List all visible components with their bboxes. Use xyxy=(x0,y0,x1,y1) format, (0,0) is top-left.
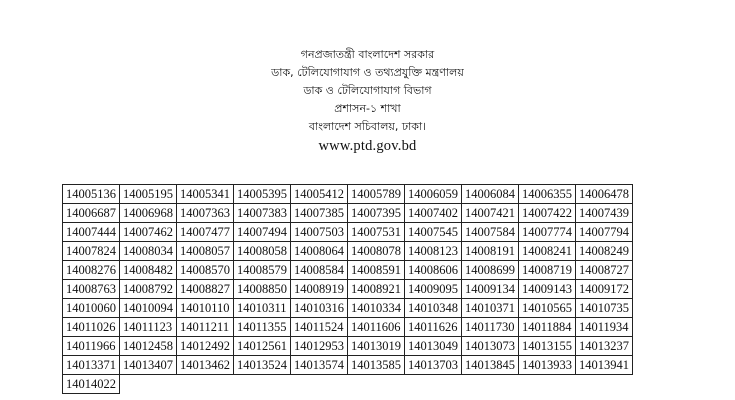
table-cell: 14008850 xyxy=(234,280,291,299)
table-cell: 14013019 xyxy=(348,337,405,356)
table-cell: 14010110 xyxy=(177,299,234,318)
table-cell: 14007503 xyxy=(291,223,348,242)
table-cell: 14010735 xyxy=(576,299,633,318)
table-row xyxy=(63,204,633,223)
table-cell: 14007383 xyxy=(234,204,291,223)
division-name: ডাক ও টেলিযোগাযাগ বিভাগ xyxy=(303,84,432,97)
table-cell: 14008249 xyxy=(576,242,633,261)
table-row xyxy=(63,299,633,318)
table-cell: 14011730 xyxy=(462,318,519,337)
table-cell: 14010316 xyxy=(291,299,348,318)
table-cell: 14008034 xyxy=(120,242,177,261)
id-number-table xyxy=(62,184,633,394)
table-cell: 14013462 xyxy=(177,356,234,375)
table-cell: 14013407 xyxy=(120,356,177,375)
table-cell: 14010311 xyxy=(234,299,291,318)
table-cell: 14008123 xyxy=(405,242,462,261)
table-cell: 14013585 xyxy=(348,356,405,375)
table-cell: 14011355 xyxy=(234,318,291,337)
table-cell: 14011934 xyxy=(576,318,633,337)
table-cell: 14005412 xyxy=(291,185,348,204)
table-cell: 14013371 xyxy=(63,356,120,375)
table-cell: 14007794 xyxy=(576,223,633,242)
table-cell: 14008919 xyxy=(291,280,348,299)
table-cell: 14007395 xyxy=(348,204,405,223)
ministry-name: ডাক, টেলিযোগাযাগ ও তথ্যপ্রযুক্তি মন্ত্রণালয় xyxy=(271,66,464,79)
table-row xyxy=(63,185,633,204)
table-cell: 14008584 xyxy=(291,261,348,280)
table-cell: 14010334 xyxy=(348,299,405,318)
table-cell: 14005789 xyxy=(348,185,405,204)
table-cell: 14008276 xyxy=(63,261,120,280)
table-cell: 14007421 xyxy=(462,204,519,223)
table-cell: 14008579 xyxy=(234,261,291,280)
table-cell: 14008921 xyxy=(348,280,405,299)
table-cell: 14012458 xyxy=(120,337,177,356)
table-cell: 14011123 xyxy=(120,318,177,337)
table-cell: 14009134 xyxy=(462,280,519,299)
table-cell: 14013049 xyxy=(405,337,462,356)
table-cell: 14008699 xyxy=(462,261,519,280)
table-cell: 14011966 xyxy=(63,337,120,356)
table-cell: 14005395 xyxy=(234,185,291,204)
table-cell: 14011211 xyxy=(177,318,234,337)
table-row xyxy=(63,223,633,242)
table-cell: 14012561 xyxy=(234,337,291,356)
table-cell: 14007439 xyxy=(576,204,633,223)
table-row xyxy=(63,242,633,261)
table-cell: 14013073 xyxy=(462,337,519,356)
table-cell: 14008058 xyxy=(234,242,291,261)
table-cell: 14010060 xyxy=(63,299,120,318)
table-cell: 14007363 xyxy=(177,204,234,223)
table-cell: 14009095 xyxy=(405,280,462,299)
table-cell: 14007494 xyxy=(234,223,291,242)
table-cell: 14006687 xyxy=(63,204,120,223)
table-cell: 14013155 xyxy=(519,337,576,356)
table-cell: 14006355 xyxy=(519,185,576,204)
office-address: বাংলাদেশ সচিবালয়, ঢাকা। xyxy=(308,120,427,133)
table-row xyxy=(63,356,633,375)
table-cell: 14013933 xyxy=(519,356,576,375)
branch-name: প্রশাসন-১ শাখা xyxy=(334,102,401,115)
table-cell: 14007444 xyxy=(63,223,120,242)
table-cell: 14008763 xyxy=(63,280,120,299)
table-cell: 14007385 xyxy=(291,204,348,223)
table-cell: 14007584 xyxy=(462,223,519,242)
table-cell: 14008827 xyxy=(177,280,234,299)
table-cell: 14008606 xyxy=(405,261,462,280)
table-cell: 14010565 xyxy=(519,299,576,318)
table-cell: 14008078 xyxy=(348,242,405,261)
table-cell: 14008482 xyxy=(120,261,177,280)
table-cell: 14012953 xyxy=(291,337,348,356)
table-cell: 14012492 xyxy=(177,337,234,356)
table-cell: 14011626 xyxy=(405,318,462,337)
table-cell: 14005136 xyxy=(63,185,120,204)
table-cell: 14008064 xyxy=(291,242,348,261)
table-cell: 14006478 xyxy=(576,185,633,204)
table-row xyxy=(63,375,633,394)
website-url: www.ptd.gov.bd xyxy=(318,138,417,154)
table-cell: 14005195 xyxy=(120,185,177,204)
table-row xyxy=(63,337,633,356)
table-cell: 14007774 xyxy=(519,223,576,242)
table-cell: 14010094 xyxy=(120,299,177,318)
table-cell: 14013941 xyxy=(576,356,633,375)
table-cell: 14008591 xyxy=(348,261,405,280)
table-row xyxy=(63,261,633,280)
table-cell: 14008241 xyxy=(519,242,576,261)
table-cell: 14011606 xyxy=(348,318,405,337)
table-cell: 14013574 xyxy=(291,356,348,375)
table-cell: 14005341 xyxy=(177,185,234,204)
table-cell: 14011524 xyxy=(291,318,348,337)
table-row xyxy=(63,280,633,299)
table-cell: 14013237 xyxy=(576,337,633,356)
table-cell: 14006968 xyxy=(120,204,177,223)
table-cell: 14009143 xyxy=(519,280,576,299)
table-cell: 14008570 xyxy=(177,261,234,280)
table-cell: 14011026 xyxy=(63,318,120,337)
table-cell: 14008191 xyxy=(462,242,519,261)
table-cell: 14007545 xyxy=(405,223,462,242)
id-number-table-body xyxy=(63,185,633,394)
table-cell: 14007402 xyxy=(405,204,462,223)
table-cell: 14011884 xyxy=(519,318,576,337)
table-cell: 14010371 xyxy=(462,299,519,318)
table-cell: 14006084 xyxy=(462,185,519,204)
table-row xyxy=(63,318,633,337)
table-cell: 14008727 xyxy=(576,261,633,280)
table-cell: 14013524 xyxy=(234,356,291,375)
table-cell: 14009172 xyxy=(576,280,633,299)
table-cell: 14007477 xyxy=(177,223,234,242)
table-cell: 14007462 xyxy=(120,223,177,242)
table-cell: 14007531 xyxy=(348,223,405,242)
table-cell: 14014022 xyxy=(63,375,120,394)
government-name: গনপ্রজাতন্ত্রী বাংলাদেশ সরকার xyxy=(300,48,435,61)
table-cell: 14013703 xyxy=(405,356,462,375)
table-cell: 14008057 xyxy=(177,242,234,261)
document-header xyxy=(0,46,735,156)
table-cell: 14010348 xyxy=(405,299,462,318)
table-cell: 14013845 xyxy=(462,356,519,375)
table-cell: 14007824 xyxy=(63,242,120,261)
table-cell: 14006059 xyxy=(405,185,462,204)
table-cell: 14008719 xyxy=(519,261,576,280)
table-cell: 14008792 xyxy=(120,280,177,299)
table-cell: 14007422 xyxy=(519,204,576,223)
